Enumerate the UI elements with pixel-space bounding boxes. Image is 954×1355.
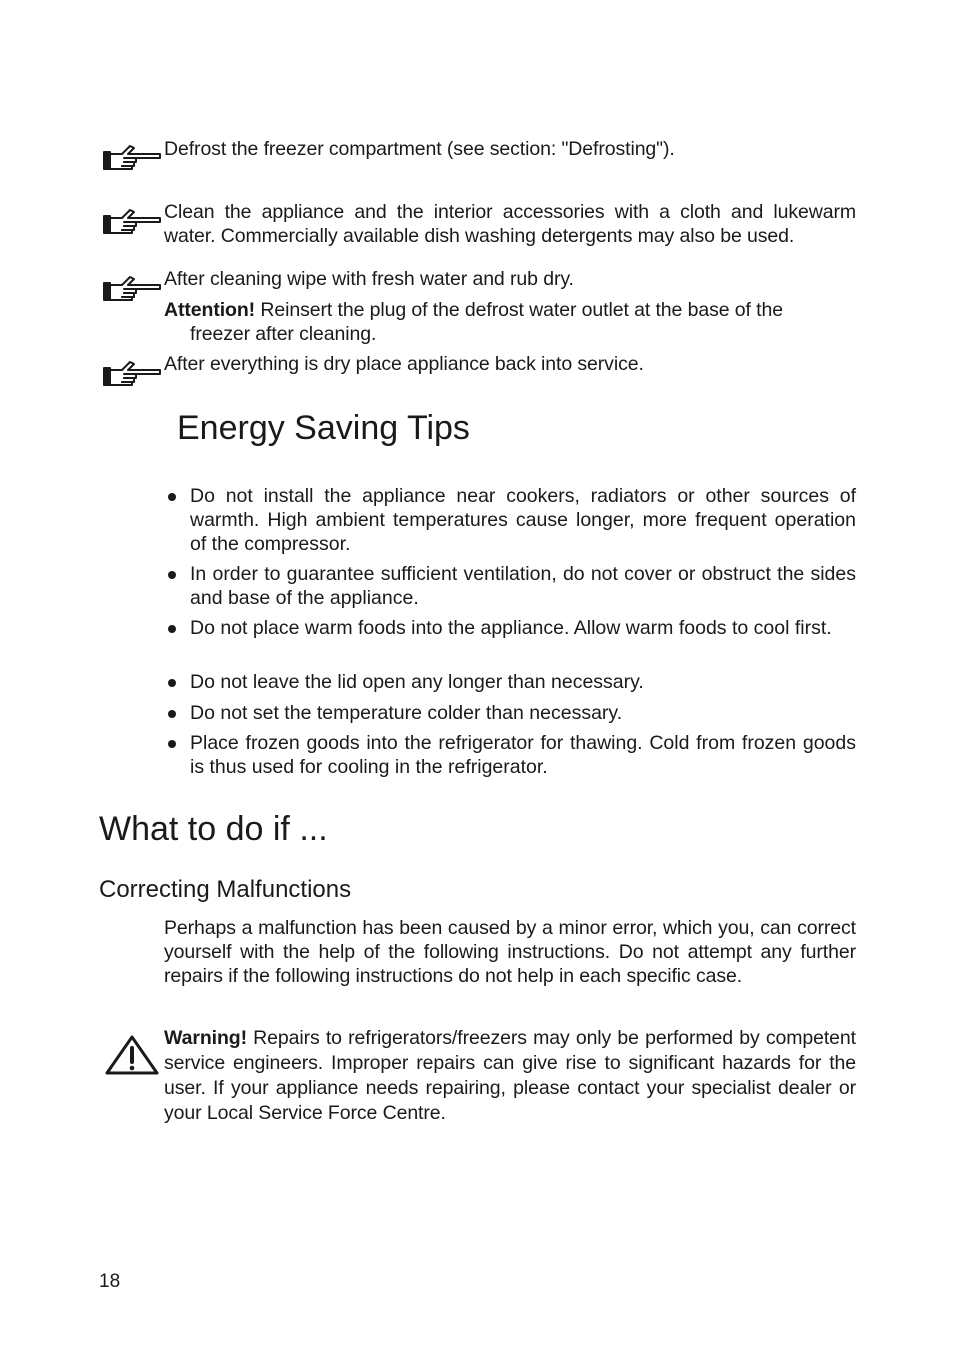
- bullet-icon: [168, 679, 176, 687]
- list-item: Place frozen goods into the refrigerator for thawing. Cold from frozen goods is thus used for cooling in the refrigerator.: [164, 731, 856, 779]
- pointing-hand-icon: [102, 206, 162, 236]
- attention-text-line1: Reinsert the plug of the defrost water outlet at the base of the: [255, 299, 783, 321]
- list-item: Do not install the appliance near cookers, radiators or other sources of warmth. High ambient temperatures cause longer, more frequent operation of the compressor.: [164, 484, 856, 556]
- list-item: Do not set the temperature colder than necessary.: [164, 701, 856, 725]
- correcting-malfunctions-heading: Correcting Malfunctions: [99, 876, 352, 903]
- attention-note: [164, 298, 856, 322]
- warning-text: Repairs to refrigerators/freezers may only be performed by competent service engineers. Improper repairs can give rise to significant hazards for the user. If your appliance needs repairing, please contact your specialist dealer or your Local Service Force Centre.: [164, 1027, 856, 1124]
- what-to-do-heading: What to do if ...: [99, 810, 328, 848]
- list-item: Do not leave the lid open any longer than necessary.: [164, 670, 856, 694]
- list-item: In order to guarantee sufficient ventilation, do not cover or obstruct the sides and base of the appliance.: [164, 562, 856, 610]
- bullet-icon: [168, 740, 176, 748]
- step-clean: Clean the appliance and the interior accessories with a cloth and lukewarm water. Commercially available dish washing detergents may also be used.: [164, 201, 856, 247]
- bullet-icon: [168, 493, 176, 501]
- bullet-icon: [168, 710, 176, 718]
- malfunction-intro: Perhaps a malfunction has been caused by a minor error, which you, can correct yourself with the help of the following instructions. Do not attempt any further repairs if the following instructions do not help in each specific case.: [164, 917, 856, 987]
- step-wipe: After cleaning wipe with fresh water and rub dry.: [164, 268, 574, 290]
- bullet-icon: [168, 625, 176, 633]
- pointing-hand-icon: [102, 273, 162, 303]
- warning-label: Warning!: [164, 1027, 247, 1049]
- pointing-hand-icon: [102, 358, 162, 388]
- warning-note: [164, 1026, 856, 1126]
- page-number: 18: [99, 1271, 121, 1292]
- attention-text-line2: freezer after cleaning.: [190, 323, 377, 345]
- energy-saving-heading: Energy Saving Tips: [177, 409, 470, 447]
- step-defrost: Defrost the freezer compartment (see section: "Defrosting").: [164, 138, 675, 160]
- attention-label: Attention!: [164, 299, 256, 321]
- pointing-hand-icon: [102, 142, 162, 172]
- bullet-icon: [168, 571, 176, 579]
- list-item: Do not place warm foods into the appliance. Allow warm foods to cool first.: [164, 616, 856, 640]
- warning-icon: [104, 1034, 160, 1076]
- step-back-into-service: After everything is dry place appliance back into service.: [164, 353, 644, 375]
